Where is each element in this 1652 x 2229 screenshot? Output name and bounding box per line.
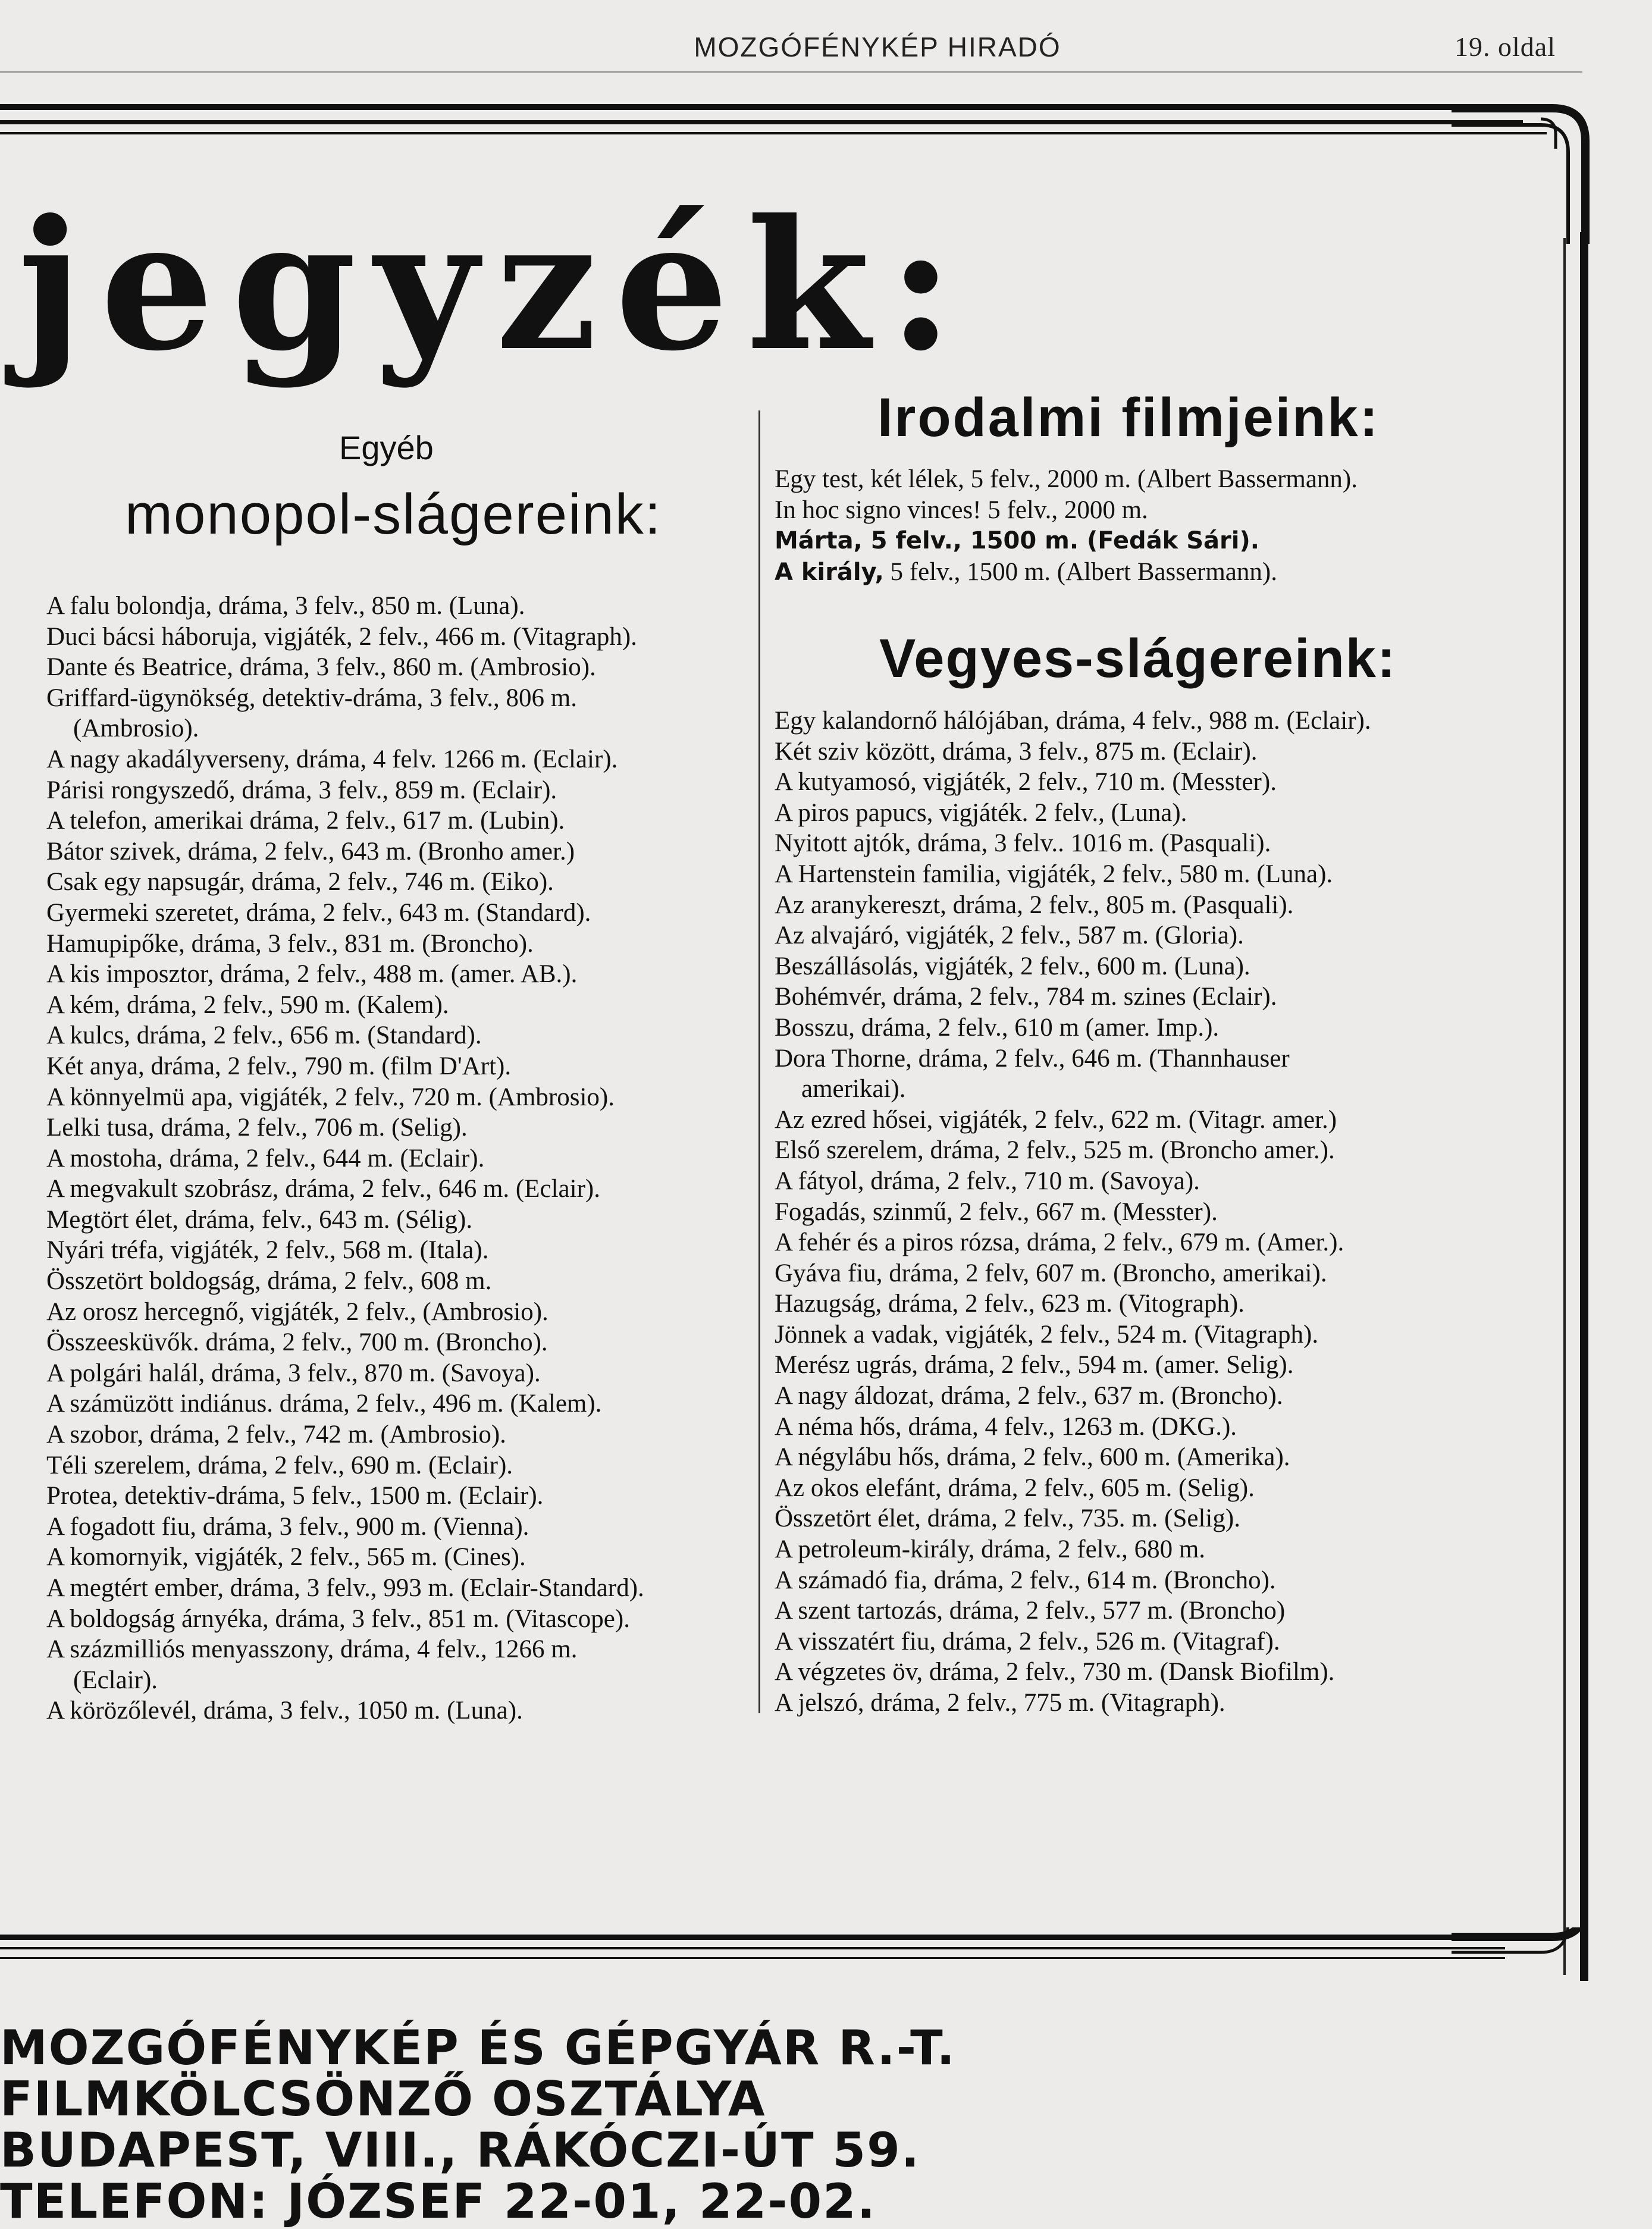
list-item: [46, 867, 748, 898]
item-continuation: amerikai).: [801, 1075, 906, 1103]
item-text: A körözőlevél, dráma, 3 felv., 1050 m. (Luna).: [46, 1697, 523, 1725]
item-text: A szobor, dráma, 2 felv., 742 m. (Ambrosio).: [46, 1421, 506, 1449]
item-text: A néma hős, dráma, 4 felv., 1263 m. (DKG.).: [775, 1412, 1237, 1441]
list-item: [46, 1205, 748, 1236]
item-text: In hoc signo vinces! 5 felv., 2000 m.: [775, 496, 1148, 524]
item-text: A nagy áldozat, dráma, 2 felv., 637 m. (Broncho).: [775, 1382, 1283, 1410]
list-item: [775, 557, 1548, 588]
item-text: A megvakult szobrász, dráma, 2 felv., 646 m. (Eclair).: [46, 1175, 600, 1203]
item-text: Nyári tréfa, vigjáték, 2 felv., 568 m. (Itala).: [46, 1236, 489, 1265]
item-text: A petroleum-király, dráma, 2 felv., 680 m.: [775, 1535, 1206, 1564]
list-item: [46, 1327, 748, 1358]
list-item: [46, 683, 748, 744]
list-item: [46, 959, 748, 990]
item-text: Az ezred hősei, vigjáték, 2 felv., 622 m. (Vitagr. amer.): [775, 1105, 1337, 1134]
list-item: [775, 890, 1548, 921]
list-item: [46, 1695, 748, 1726]
item-text: A polgári halál, dráma, 3 felv., 870 m. (Savoya).: [46, 1359, 541, 1387]
list-item: [46, 1512, 748, 1543]
list-item: [775, 1043, 1548, 1105]
film-list-monopol: [46, 591, 748, 1726]
list-item: [775, 767, 1548, 798]
list-item: [46, 744, 748, 775]
item-text: Protea, detektiv-dráma, 5 felv., 1500 m. (Eclair).: [46, 1482, 544, 1510]
list-item: [46, 591, 748, 622]
list-item: [775, 1503, 1548, 1534]
item-text: Egy kalandornő hálójában, dráma, 4 felv., 988 m. (Eclair).: [775, 707, 1371, 735]
item-title-bold: Márta, 5 felv., 1500 m. (Fedák Sári).: [775, 527, 1259, 555]
item-text: Bátor szivek, dráma, 2 felv., 643 m. (Bronho amer.): [46, 837, 575, 866]
list-item: [775, 1319, 1548, 1350]
item-text: A megtért ember, dráma, 3 felv., 993 m. (Eclair-Standard).: [46, 1574, 644, 1602]
item-continuation: (Eclair).: [73, 1666, 158, 1694]
item-continuation: (Ambrosio).: [73, 714, 199, 743]
item-text: A fogadott fiu, dráma, 3 felv., 900 m. (Vienna).: [46, 1512, 529, 1541]
company-imprint: [0, 2020, 1011, 2229]
item-text: A kutyamosó, vigjáték, 2 felv., 710 m. (Messter).: [775, 768, 1277, 797]
item-text: Dante és Beatrice, dráma, 3 felv., 860 m. (Ambrosio).: [46, 653, 596, 682]
frame-rule-bottom: [0, 1957, 1505, 1959]
item-text: A könnyelmü apa, vigjáték, 2 felv., 720 m. (Ambrosio).: [46, 1083, 615, 1111]
item-text: Összetört élet, dráma, 2 felv., 735. m. (Selig).: [775, 1504, 1240, 1533]
list-item: [775, 982, 1548, 1012]
list-item: [46, 1082, 748, 1113]
list-item: [46, 1235, 748, 1266]
header-rule: [0, 71, 1582, 73]
list-item: [775, 1258, 1548, 1289]
list-item: [46, 898, 748, 929]
list-item: [775, 1626, 1548, 1657]
list-item: [775, 1381, 1548, 1412]
list-item: [775, 1105, 1548, 1136]
list-item: [775, 859, 1548, 890]
section-kicker: Egyéb: [339, 429, 434, 466]
item-text: Párisi rongyszedő, dráma, 3 felv., 859 m. (Eclair).: [46, 776, 557, 804]
list-item: [775, 1565, 1548, 1596]
item-text: Duci bácsi háboruja, vigjáték, 2 felv., 466 m. (Vitagraph).: [46, 622, 637, 651]
item-text: Lelki tusa, dráma, 2 felv., 706 m. (Selig).: [46, 1114, 468, 1142]
item-text: A fátyol, dráma, 2 felv., 710 m. (Savoya).: [775, 1167, 1200, 1195]
item-text: Fogadás, szinmű, 2 felv., 667 m. (Messter).: [775, 1197, 1218, 1226]
company-department: FILMKÖLCSÖNZŐ OSZTÁLYA: [0, 2071, 766, 2127]
list-item: [775, 1473, 1548, 1504]
company-phone: TELEFON: JÓZSEF 22-01, 22-02.: [0, 2174, 877, 2229]
item-text: Téli szerelem, dráma, 2 felv., 690 m. (Eclair).: [46, 1451, 513, 1479]
item-text: Jönnek a vadak, vigjáték, 2 felv., 524 m. (Vitagraph).: [775, 1320, 1319, 1349]
item-text: A kulcs, dráma, 2 felv., 656 m. (Standard).: [46, 1021, 482, 1050]
list-item: [775, 736, 1548, 767]
item-text: A számüzött indiánus. dráma, 2 felv., 496 m. (Kalem).: [46, 1390, 602, 1418]
list-item: [46, 1266, 748, 1297]
column-divider: [758, 410, 760, 1713]
list-item: [775, 1197, 1548, 1228]
item-text: A piros papucs, vigjáték. 2 felv., (Luna).: [775, 798, 1187, 827]
frame-corner-ornament: [1452, 1927, 1594, 1999]
page-title: jegyzék:: [18, 180, 972, 390]
list-item: [775, 1135, 1548, 1166]
list-item: [775, 706, 1548, 736]
item-text: Beszállásolás, vigjáték, 2 felv., 600 m. (Luna).: [775, 952, 1250, 980]
list-item: [46, 1450, 748, 1481]
item-text: Két anya, dráma, 2 felv., 790 m. (film D'Art).: [46, 1052, 512, 1080]
item-text: A szent tartozás, dráma, 2 felv., 577 m. (Broncho): [775, 1597, 1286, 1625]
item-text: A mostoha, dráma, 2 felv., 644 m. (Eclair).: [46, 1144, 485, 1173]
list-item: [46, 1358, 748, 1389]
item-text: Két sziv között, dráma, 3 felv., 875 m. (Eclair).: [775, 737, 1258, 766]
item-text: Nyitott ajtók, dráma, 3 felv.. 1016 m. (Pasquali).: [775, 829, 1271, 858]
list-item: [46, 775, 748, 806]
list-item: [775, 920, 1548, 951]
list-item: [46, 652, 748, 683]
film-list-irodalmi: [775, 464, 1548, 588]
company-name: MOZGÓFÉNYKÉP ÉS GÉPGYÁR R.-T.: [0, 2020, 956, 2076]
list-item: [775, 828, 1548, 859]
list-item: [775, 1595, 1548, 1626]
item-text: A százmilliós menyasszony, dráma, 4 felv., 1266 m.: [46, 1635, 578, 1664]
list-item: [46, 1388, 748, 1419]
section-heading-vegyes: Vegyes-slágereink:: [879, 628, 1397, 689]
list-item: [775, 1227, 1548, 1258]
list-item: [775, 464, 1548, 495]
item-text: Csak egy napsugár, dráma, 2 felv., 746 m. (Eiko).: [46, 868, 554, 896]
item-text: Dora Thorne, dráma, 2 felv., 646 m. (Thannhauser: [775, 1044, 1290, 1073]
item-title-bold: A király,: [775, 558, 884, 586]
item-text: A fehér és a piros rózsa, dráma, 2 felv., 679 m. (Amer.).: [775, 1228, 1344, 1257]
list-item: [46, 1143, 748, 1174]
item-text: Összeesküvők. dráma, 2 felv., 700 m. (Broncho).: [46, 1328, 548, 1357]
item-text: A számadó fia, dráma, 2 felv., 614 m. (Broncho).: [775, 1566, 1276, 1594]
list-item: [46, 1174, 748, 1205]
list-item: [775, 951, 1548, 982]
list-item: [46, 805, 748, 836]
item-text: Griffard-ügynökség, detektiv-dráma, 3 felv., 806 m.: [46, 684, 577, 712]
list-item: [46, 1604, 748, 1635]
item-text: Egy test, két lélek, 5 felv., 2000 m. (Albert Bassermann).: [775, 465, 1358, 493]
list-item: [46, 1573, 748, 1604]
item-text: Az aranykereszt, dráma, 2 felv., 805 m. (Pasquali).: [775, 891, 1294, 919]
list-item: [46, 1297, 748, 1328]
list-item: [46, 622, 748, 653]
section-heading-monopol: monopol-slágereink:: [125, 482, 662, 546]
list-item: [46, 929, 748, 960]
frame-rule-right: [1563, 238, 1566, 1975]
item-text: A Hartenstein familia, vigjáték, 2 felv., 580 m. (Luna).: [775, 860, 1333, 888]
frame-rule-bottom: [0, 1935, 1505, 1940]
item-text: Bohémvér, dráma, 2 felv., 784 m. szines (Eclair).: [775, 983, 1277, 1011]
item-text: Megtört élet, dráma, felv., 643 m. (Sélig).: [46, 1205, 473, 1234]
item-text: Első szerelem, dráma, 2 felv., 525 m. (Broncho amer.).: [775, 1136, 1335, 1165]
list-item: [775, 1657, 1548, 1688]
item-text: Merész ugrás, dráma, 2 felv., 594 m. (amer. Selig).: [775, 1351, 1294, 1380]
item-text: A boldogság árnyéka, dráma, 3 felv., 851 m. (Vitascope).: [46, 1604, 630, 1633]
item-text: A végzetes öv, dráma, 2 felv., 730 m. (Dansk Biofilm).: [775, 1658, 1335, 1686]
item-text: A komornyik, vigjáték, 2 felv., 565 m. (Cines).: [46, 1543, 526, 1572]
item-text: Hazugság, dráma, 2 felv., 623 m. (Vitograph).: [775, 1290, 1245, 1318]
list-item: [775, 1350, 1548, 1381]
item-text: A visszatért fiu, dráma, 2 felv., 526 m. (Vitagraf).: [775, 1627, 1280, 1656]
journal-title: MOZGÓFÉNYKÉP HIRADÓ: [694, 32, 1061, 62]
list-item: [46, 1419, 748, 1450]
item-text: A négylábu hős, dráma, 2 felv., 600 m. (Amerika).: [775, 1443, 1290, 1472]
item-text: A kém, dráma, 2 felv., 590 m. (Kalem).: [46, 990, 449, 1019]
list-item: [775, 1534, 1548, 1565]
item-text: Az orosz hercegnő, vigjáték, 2 felv., (Ambrosio).: [46, 1297, 548, 1326]
item-text: A nagy akadályverseny, dráma, 4 felv. 1266 m. (Eclair).: [46, 745, 618, 773]
page-number: 19. oldal: [1454, 32, 1556, 62]
item-text: A telefon, amerikai dráma, 2 felv., 617 m. (Lubin).: [46, 807, 565, 835]
list-item: [46, 1051, 748, 1082]
company-address: BUDAPEST, VIII., RÁKÓCZI-ÚT 59.: [0, 2123, 921, 2178]
item-text: Gyermeki szeretet, dráma, 2 felv., 643 m. (Standard).: [46, 898, 591, 927]
list-item: [46, 1112, 748, 1143]
list-item: [46, 1481, 748, 1512]
item-text: Az okos elefánt, dráma, 2 felv., 605 m. (Selig).: [775, 1474, 1255, 1502]
item-text: A kis imposztor, dráma, 2 felv., 488 m. (amer. AB.).: [46, 960, 578, 989]
list-item: [46, 990, 748, 1021]
item-text: Bosszu, dráma, 2 felv., 610 m (amer. Imp.).: [775, 1013, 1220, 1042]
list-item: [46, 836, 748, 867]
section-heading-irodalmi: Irodalmi filmjeink:: [877, 387, 1380, 448]
item-text: Az alvajáró, vigjáték, 2 felv., 587 m. (Gloria).: [775, 921, 1244, 950]
item-text: Hamupipőke, dráma, 3 felv., 831 m. (Broncho).: [46, 929, 534, 958]
frame-rule-top: [0, 120, 1523, 124]
frame-rule-top: [0, 104, 1463, 110]
item-text: A falu bolondja, dráma, 3 felv., 850 m. (Luna).: [46, 592, 525, 620]
list-item: [46, 1634, 748, 1695]
item-text: Gyáva fiu, dráma, 2 felv, 607 m. (Broncho, amerikai).: [775, 1259, 1327, 1287]
list-item: [46, 1542, 748, 1573]
frame-rule-top: [0, 132, 1547, 134]
list-item: [775, 495, 1548, 526]
item-text: A jelszó, dráma, 2 felv., 775 m. (Vitagraph).: [775, 1689, 1225, 1717]
list-item: [775, 1412, 1548, 1443]
item-text: 5 felv., 1500 m. (Albert Bassermann).: [883, 557, 1277, 586]
frame-rule-bottom: [0, 1947, 1505, 1949]
list-item: [775, 525, 1548, 557]
list-item: [775, 1442, 1548, 1473]
frame-rule-right: [1580, 232, 1588, 1981]
item-text: Összetört boldogság, dráma, 2 felv., 608 m.: [46, 1267, 492, 1296]
list-item: [775, 1166, 1548, 1197]
frame-corner-ornament: [1452, 101, 1594, 244]
list-item: [46, 1020, 748, 1051]
list-item: [775, 1688, 1548, 1719]
list-item: [775, 1012, 1548, 1043]
list-item: [775, 1289, 1548, 1319]
film-list-vegyes: [775, 706, 1548, 1719]
list-item: [775, 798, 1548, 829]
